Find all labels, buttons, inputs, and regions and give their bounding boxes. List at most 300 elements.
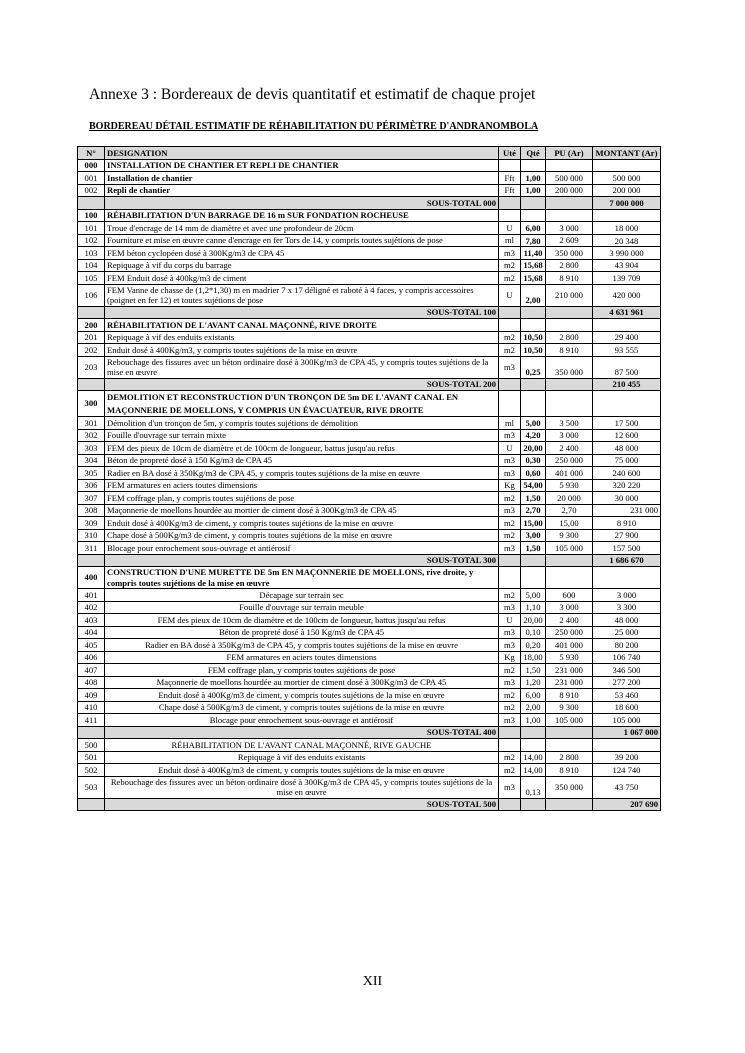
item-designation: Décapage sur terrain sec [105,589,499,602]
section-row [78,567,661,589]
item-amount: 157 500 [593,542,661,555]
item-quantity: 1,00 [521,714,546,727]
subtotal-row [78,378,661,391]
item-number: 502 [78,764,105,777]
item-unit-price: 500 000 [546,172,593,185]
table-row [78,172,661,185]
table-row [78,222,661,235]
item-designation: Maçonnerie de moellons hourdée au mortier de ciment dosé à 300Kg/m3 de CPA 45 [105,504,499,517]
table-row [78,689,661,702]
item-designation: Fouille d'ouvrage sur terrain meuble [105,601,499,614]
item-quantity: 15,00 [521,517,546,530]
item-number: 500 [78,739,105,752]
item-number: 302 [78,429,105,442]
section-designation: RÉHABILITATION D'UN BARRAGE DE 16 m SUR FONDATION ROCHEUSE [105,209,499,222]
item-amount: 3 300 [593,601,661,614]
item-amount: 231 000 [593,504,661,517]
item-quantity: 2,00 [521,701,546,714]
subtotal-row [78,726,661,739]
item-number: 103 [78,247,105,260]
subtotal-row [78,197,661,210]
item-designation: FEM coffrage plan, y compris toutes sujétions de pose [105,664,499,677]
item-number: 310 [78,529,105,542]
item-unit-price: 2,70 [546,504,593,517]
item-number: 406 [78,651,105,664]
subtotal-spacer [546,197,593,210]
item-number: 307 [78,492,105,505]
item-unit-price [546,739,593,752]
table-row [78,701,661,714]
item-amount: 48 000 [593,614,661,627]
section-number: 100 [78,209,105,222]
item-designation: Installation de chantier [105,172,499,185]
item-amount: 39 200 [593,751,661,764]
subtotal-amount: 1 067 000 [593,726,661,739]
item-amount: 75 000 [593,454,661,467]
item-number: 201 [78,331,105,344]
section-empty-unit [499,567,521,589]
subtotal-spacer [78,197,105,210]
item-unit: m3 [499,454,521,467]
item-amount: 420 000 [593,284,661,306]
item-amount: 139 709 [593,272,661,285]
item-unit: m3 [499,676,521,689]
subtotal-spacer [521,726,546,739]
item-unit-price: 5 930 [546,479,593,492]
item-amount: 30 000 [593,492,661,505]
table-row [78,479,661,492]
item-unit-price: 210 000 [546,284,593,306]
table-row [78,529,661,542]
item-unit-price: 20 000 [546,492,593,505]
table-row [78,184,661,197]
subtotal-spacer [546,306,593,319]
item-designation: Rebouchage des fissures avec un béton ordinaire dosé à 300Kg/m3 de CPA 45, y compris toutes sujétions de la mise en œuvre [105,356,499,378]
item-unit: m3 [499,504,521,517]
item-designation: FEM des pieux de 10cm de diamètre et de 100cm de longueur, battus jusqu'au refus [105,614,499,627]
table-row [78,542,661,555]
section-empty-price [546,209,593,222]
section-designation: INSTALLATION DE CHANTIER ET REPLI DE CHANTIER [105,159,499,172]
item-unit: m3 [499,626,521,639]
item-quantity: 6,00 [521,689,546,702]
item-designation: Rebouchage des fissures avec un béton ordinaire dosé à 300Kg/m3 de CPA 45, y compris toutes sujétions de la mise en œuvre [105,776,499,798]
header-designation: DESIGNATION [105,147,499,160]
table-row [78,751,661,764]
item-number: 309 [78,517,105,530]
subtotal-spacer [521,197,546,210]
subtotal-spacer [499,306,521,319]
item-unit: U [499,614,521,627]
section-number: 400 [78,567,105,589]
item-number: 308 [78,504,105,517]
item-amount: 18 000 [593,222,661,235]
subtotal-spacer [521,378,546,391]
item-unit-price: 401 000 [546,467,593,480]
subtotal-spacer [546,554,593,567]
subtotal-spacer [78,378,105,391]
item-unit: m2 [499,344,521,357]
item-designation: Béton de propreté dosé à 150 Kg/m3 de CPA 45 [105,454,499,467]
table-row [78,272,661,285]
item-designation: Enduit dosé à 400Kg/m3 de ciment, y compris toutes sujétions de la mise en œuvre [105,764,499,777]
table-row [78,676,661,689]
section-empty-qty [521,209,546,222]
section-empty-price [546,567,593,589]
item-amount: 346 500 [593,664,661,677]
item-quantity: 15,68 [521,272,546,285]
item-number: 202 [78,344,105,357]
item-quantity: 15,68 [521,259,546,272]
item-number: 301 [78,417,105,430]
table-row [78,442,661,455]
item-number: 101 [78,222,105,235]
table-row [78,356,661,378]
estimate-table [77,146,661,811]
section-empty-price [546,391,593,417]
item-designation: FEM béton cyclopéen dosé à 300Kg/m3 de CPA 45 [105,247,499,260]
table-row [78,454,661,467]
item-unit [499,739,521,752]
item-amount: 8 910 [593,517,661,530]
item-amount: 18 600 [593,701,661,714]
section-empty-amount [593,159,661,172]
item-amount: 12 600 [593,429,661,442]
item-quantity: 0,13 [521,776,546,798]
item-number: 305 [78,467,105,480]
item-designation: Enduit dosé à 400Kg/m3, y compris toutes sujétions de la mise en œuvre [105,344,499,357]
item-unit: m3 [499,429,521,442]
section-empty-amount [593,391,661,417]
section-number: 300 [78,391,105,417]
item-unit-price: 3 000 [546,222,593,235]
subtotal-row [78,306,661,319]
item-unit-price: 200 000 [546,184,593,197]
item-unit: Fft [499,172,521,185]
table-row [78,764,661,777]
item-unit-price: 2 800 [546,331,593,344]
item-amount: 3 990 000 [593,247,661,260]
item-quantity: 5,00 [521,589,546,602]
item-unit: m2 [499,529,521,542]
section-empty-amount [593,567,661,589]
section-number: 200 [78,319,105,332]
item-quantity: 54,00 [521,479,546,492]
item-quantity: 4,20 [521,429,546,442]
item-unit: Kg [499,479,521,492]
subtotal-spacer [499,554,521,567]
subtotal-spacer [546,726,593,739]
subtotal-spacer [78,798,105,811]
section-designation: DEMOLITION ET RECONSTRUCTION D'UN TRONÇON DE 5m DE L'AVANT CANAL EN MAÇONNERIE DE MOELLONS, Y COMPRIS UN ÉVACUATEUR, RIVE DROITE [105,391,499,417]
item-unit: m3 [499,639,521,652]
subtotal-spacer [521,306,546,319]
item-unit: m3 [499,247,521,260]
subtotal-amount: 1 686 670 [593,554,661,567]
item-unit: m2 [499,751,521,764]
header-unit: Uté [499,147,521,160]
item-number: 409 [78,689,105,702]
item-amount: 3 000 [593,589,661,602]
item-quantity: 0,20 [521,639,546,652]
table-row [78,234,661,247]
item-designation: Chape dosé à 500Kg/m3 de ciment, y compris toutes sujétions de la mise en œuvre [105,701,499,714]
item-unit: m2 [499,764,521,777]
table-row [78,664,661,677]
item-unit-price: 3 500 [546,417,593,430]
subtotal-spacer [78,554,105,567]
item-quantity: 20,00 [521,442,546,455]
item-amount: 20 348 [593,234,661,247]
item-quantity: 1,00 [521,184,546,197]
item-unit: m3 [499,601,521,614]
section-empty-price [546,159,593,172]
item-amount: 80 200 [593,639,661,652]
section-designation: CONSTRUCTION D'UNE MURETTE DE 5m EN MAÇONNERIE DE MOELLONS, rive droite, y compris toutes sujétions de la mise en œuvre [105,567,499,589]
item-designation: Troue d'encrage de 14 mm de diamètre et avec une profondeur de 20cm [105,222,499,235]
item-designation: Repiquage à vif des enduits existants [105,331,499,344]
item-number: 402 [78,601,105,614]
item-amount: 43 750 [593,776,661,798]
subtotal-amount: 7 000 000 [593,197,661,210]
item-number: 102 [78,234,105,247]
item-designation: Radier en BA dosé à 350Kg/m3 de CPA 45, y compris toutes sujétions de la mise en œuvre [105,639,499,652]
header-number: N° [78,147,105,160]
document-title: Annexe 3 : Bordereaux de devis quantitatif et estimatif de chaque projet [89,86,536,103]
subtotal-label: SOUS-TOTAL 500 [105,798,499,811]
item-number: 401 [78,589,105,602]
table-title: BORDEREAU DÉTAIL ESTIMATIF DE RÉHABILITATION DU PÉRIMÈTRE D'ANDRANOMBOLA [89,121,539,132]
item-designation: Maçonnerie de moellons hourdée au mortier de ciment dosé à 300Kg/m3 de CPA 45 [105,676,499,689]
item-quantity: 1,10 [521,601,546,614]
item-designation: Fourniture et mise en œuvre canne d'encrage en fer Tors de 14, y compris toutes sujétions de pose [105,234,499,247]
item-unit-price: 9 300 [546,529,593,542]
item-unit-price: 2 800 [546,259,593,272]
subtotal-spacer [499,798,521,811]
item-unit: m3 [499,542,521,555]
subtotal-spacer [499,726,521,739]
item-unit: m3 [499,714,521,727]
item-amount [593,739,661,752]
item-quantity: 14,00 [521,751,546,764]
section-number: 000 [78,159,105,172]
table-row [78,467,661,480]
item-number: 405 [78,639,105,652]
item-unit-price: 401 000 [546,639,593,652]
item-amount: 200 000 [593,184,661,197]
header-amount: MONTANT (Ar) [593,147,661,160]
item-designation: Radier en BA dosé à 350Kg/m3 de CPA 45, y compris toutes sujétions de la mise en œuvre [105,467,499,480]
item-unit-price: 250 000 [546,626,593,639]
subtotal-row [78,554,661,567]
item-amount: 240 600 [593,467,661,480]
item-unit-price: 8 910 [546,344,593,357]
section-designation: RÉHABILITATION DE L'AVANT CANAL MAÇONNÉ, RIVE DROITE [105,319,499,332]
table-row [78,417,661,430]
table-row [78,517,661,530]
item-quantity: 20,00 [521,614,546,627]
item-unit: m2 [499,272,521,285]
table-row [78,601,661,614]
item-quantity: 2,00 [521,284,546,306]
header-unit-price: PU (Ar) [546,147,593,160]
subtotal-amount: 207 690 [593,798,661,811]
item-number: 311 [78,542,105,555]
item-unit-price: 2 400 [546,614,593,627]
item-designation: Blocage pour enrochement sous-ouvrage et antiérosif [105,542,499,555]
section-empty-qty [521,567,546,589]
item-unit-price: 9 300 [546,701,593,714]
item-quantity [521,739,546,752]
item-quantity: 3,00 [521,529,546,542]
item-number: 002 [78,184,105,197]
item-amount: 106 740 [593,651,661,664]
section-empty-unit [499,159,521,172]
section-empty-price [546,319,593,332]
item-number: 411 [78,714,105,727]
section-row [78,209,661,222]
item-quantity: 1,50 [521,664,546,677]
item-unit: m2 [499,492,521,505]
subtotal-amount: 210 455 [593,378,661,391]
section-empty-qty [521,319,546,332]
item-quantity: 1,20 [521,676,546,689]
item-quantity: 0,60 [521,467,546,480]
item-unit-price: 15,00 [546,517,593,530]
item-designation: FEM armatures en aciers toutes dimensions [105,651,499,664]
item-designation: Enduit dosé à 400Kg/m3 de ciment, y compris toutes sujétions de la mise en œuvre [105,689,499,702]
header-quantity: Qté [521,147,546,160]
table-row [78,429,661,442]
item-unit: m2 [499,589,521,602]
item-number: 410 [78,701,105,714]
item-unit-price: 105 000 [546,714,593,727]
item-number: 503 [78,776,105,798]
item-amount: 500 000 [593,172,661,185]
item-number: 306 [78,479,105,492]
item-designation: Enduit dosé à 400Kg/m3 de ciment, y compris toutes sujétions de la mise en œuvre [105,517,499,530]
subtotal-spacer [78,726,105,739]
table-row [78,589,661,602]
item-unit: m3 [499,467,521,480]
item-unit: U [499,442,521,455]
table-row [78,331,661,344]
table-row [78,344,661,357]
item-amount: 320 220 [593,479,661,492]
item-quantity: 10,50 [521,331,546,344]
item-quantity: 7,80 [521,234,546,247]
item-quantity: 0,25 [521,356,546,378]
item-unit-price: 350 000 [546,356,593,378]
item-designation: FEM des pieux de 10cm de diamètre et de 100cm de longueur, battus jusqu'au refus [105,442,499,455]
section-row [78,391,661,417]
section-empty-unit [499,319,521,332]
table-row [78,639,661,652]
item-unit-price: 250 000 [546,454,593,467]
item-number: 105 [78,272,105,285]
section-empty-amount [593,319,661,332]
section-row [78,319,661,332]
item-unit-price: 3 000 [546,601,593,614]
item-quantity: 1,50 [521,542,546,555]
subtotal-spacer [546,798,593,811]
item-unit: m3 [499,776,521,798]
subtotal-label: SOUS-TOTAL 300 [105,554,499,567]
subtotal-spacer [499,197,521,210]
item-number: 106 [78,284,105,306]
item-amount: 53 460 [593,689,661,702]
item-number: 404 [78,626,105,639]
table-row [78,714,661,727]
subtotal-label: SOUS-TOTAL 200 [105,378,499,391]
item-amount: 277 200 [593,676,661,689]
item-unit: m2 [499,664,521,677]
subtotal-spacer [78,306,105,319]
item-quantity: 11,40 [521,247,546,260]
item-amount: 93 555 [593,344,661,357]
item-designation: Repli de chantier [105,184,499,197]
item-quantity: 6,00 [521,222,546,235]
item-amount: 87 500 [593,356,661,378]
item-quantity: 0,10 [521,626,546,639]
table-row [78,626,661,639]
item-designation: FEM Vanne de chasse de (1,2*1,30) m en madrier 7 x 17 déligné et raboté à 4 faces, y compris accessoires (poignet en fer 12) et toutes sujétions de pose [105,284,499,306]
item-unit-price: 2 400 [546,442,593,455]
section-empty-qty [521,391,546,417]
estimate-table-body [78,147,661,811]
item-quantity: 2,70 [521,504,546,517]
subtotal-label: SOUS-TOTAL 400 [105,726,499,739]
item-unit-price: 3 000 [546,429,593,442]
item-quantity: 14,00 [521,764,546,777]
page-number: XII [362,974,383,989]
item-number: 407 [78,664,105,677]
table-row [78,651,661,664]
item-unit-price: 8 910 [546,689,593,702]
item-unit: Kg [499,651,521,664]
item-unit-price: 8 910 [546,272,593,285]
item-designation: Repiquage à vif des enduits existants [105,751,499,764]
item-designation: FEM Enduit dosé à 400kg/m3 de ciment [105,272,499,285]
table-row [78,492,661,505]
table-row [78,284,661,306]
section-empty-unit [499,209,521,222]
item-unit-price: 231 000 [546,676,593,689]
item-unit: m3 [499,356,521,378]
item-number: 104 [78,259,105,272]
item-quantity: 10,50 [521,344,546,357]
table-row [78,259,661,272]
item-amount: 27 900 [593,529,661,542]
section-empty-amount [593,209,661,222]
table-row [78,504,661,517]
subtotal-amount: 4 631 961 [593,306,661,319]
subtotal-spacer [521,798,546,811]
table-header-row [78,147,661,160]
item-unit: m2 [499,259,521,272]
item-designation: Fouille d'ouvrage sur terrain mixte [105,429,499,442]
item-designation: Blocage pour enrochement sous-ouvrage et antiérosif [105,714,499,727]
item-designation: FEM armatures en aciers toutes dimensions [105,479,499,492]
subtotal-spacer [546,378,593,391]
item-number: 203 [78,356,105,378]
subtotal-row [78,798,661,811]
item-unit: U [499,284,521,306]
item-number: 408 [78,676,105,689]
item-unit-price: 600 [546,589,593,602]
subtotal-label: SOUS-TOTAL 100 [105,306,499,319]
item-number: 303 [78,442,105,455]
